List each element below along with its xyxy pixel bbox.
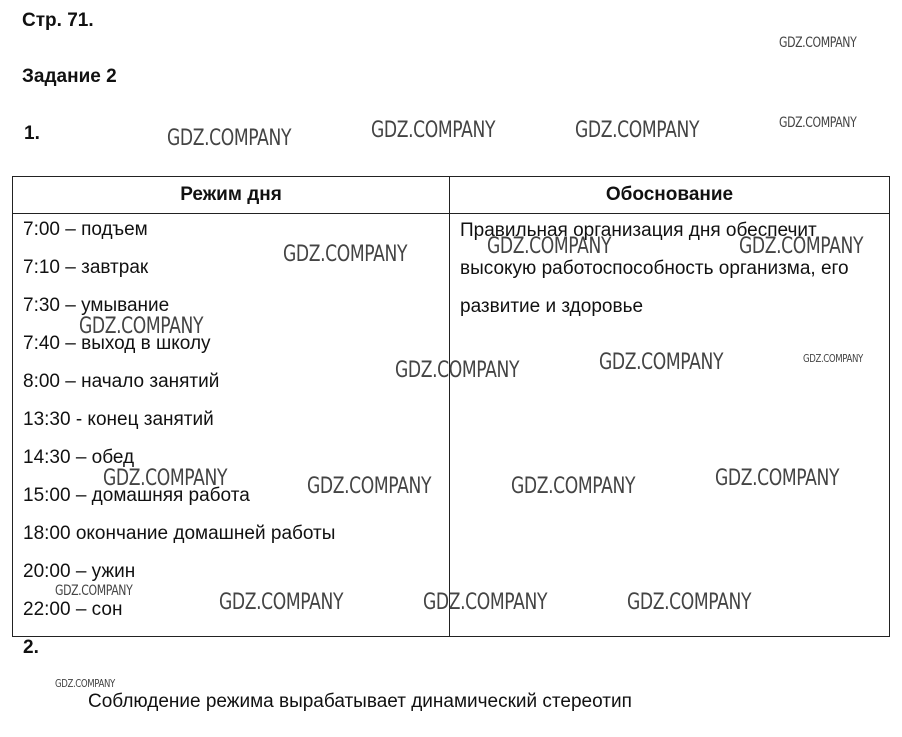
watermark: GDZ.COMPANY [395,358,520,383]
watermark: GDZ.COMPANY [307,474,432,499]
schedule-item: 14:30 – обед [23,447,135,468]
justification-text: Правильная организация дня обеспечит высокую работоспособность организма, его развитие и здоровье [460,220,849,317]
schedule-item: 7:40 – выход в школу [23,333,211,354]
watermark: GDZ.COMPANY [627,590,752,615]
watermark: GDZ.COMPANY [219,590,344,615]
watermark: GDZ.COMPANY [599,350,724,375]
watermark: GDZ.COMPANY [511,474,636,499]
schedule-item: 22:00 – сон [23,599,123,620]
part-1-number: 1. [24,123,40,144]
watermark: GDZ.COMPANY [779,115,857,131]
watermark: GDZ.COMPANY [79,314,204,339]
header-justification: Обоснование [450,177,890,214]
schedule-item: 13:30 - конец занятий [23,409,214,430]
justification-cell [450,214,890,637]
schedule-list [13,214,449,636]
schedule-cell [13,214,450,637]
watermark: GDZ.COMPANY [715,466,840,491]
watermark: GDZ.COMPANY [55,677,115,690]
schedule-item: 7:30 – умывание [23,295,170,316]
watermark: GDZ.COMPANY [739,234,864,259]
watermark: GDZ.COMPANY [167,126,292,151]
schedule-item: 7:10 – завтрак [23,257,149,278]
schedule-item: 18:00 окончание домашней работы [23,523,336,544]
watermark: GDZ.COMPANY [371,118,496,143]
watermark: GDZ.COMPANY [55,583,133,599]
task-title: Задание 2 [22,66,117,87]
watermark: GDZ.COMPANY [103,466,228,491]
watermark: GDZ.COMPANY [487,234,612,259]
watermark: GDZ.COMPANY [779,35,857,51]
table-body-row [13,214,890,637]
schedule-item: 20:00 – ужин [23,561,136,582]
watermark: GDZ.COMPANY [423,590,548,615]
part-2-answer: Соблюдение режима вырабатывает динамический стереотип [88,691,632,712]
header-routine: Режим дня [13,177,450,214]
watermark: GDZ.COMPANY [283,242,408,267]
schedule-item: 7:00 – подъем [23,219,148,240]
schedule-item: 8:00 – начало занятий [23,371,220,392]
schedule-item: 15:00 – домашняя работа [23,485,250,506]
part-2-number: 2. [23,637,39,658]
watermark: GDZ.COMPANY [803,352,863,365]
watermark: GDZ.COMPANY [575,118,700,143]
page-reference: Стр. 71. [22,10,94,31]
